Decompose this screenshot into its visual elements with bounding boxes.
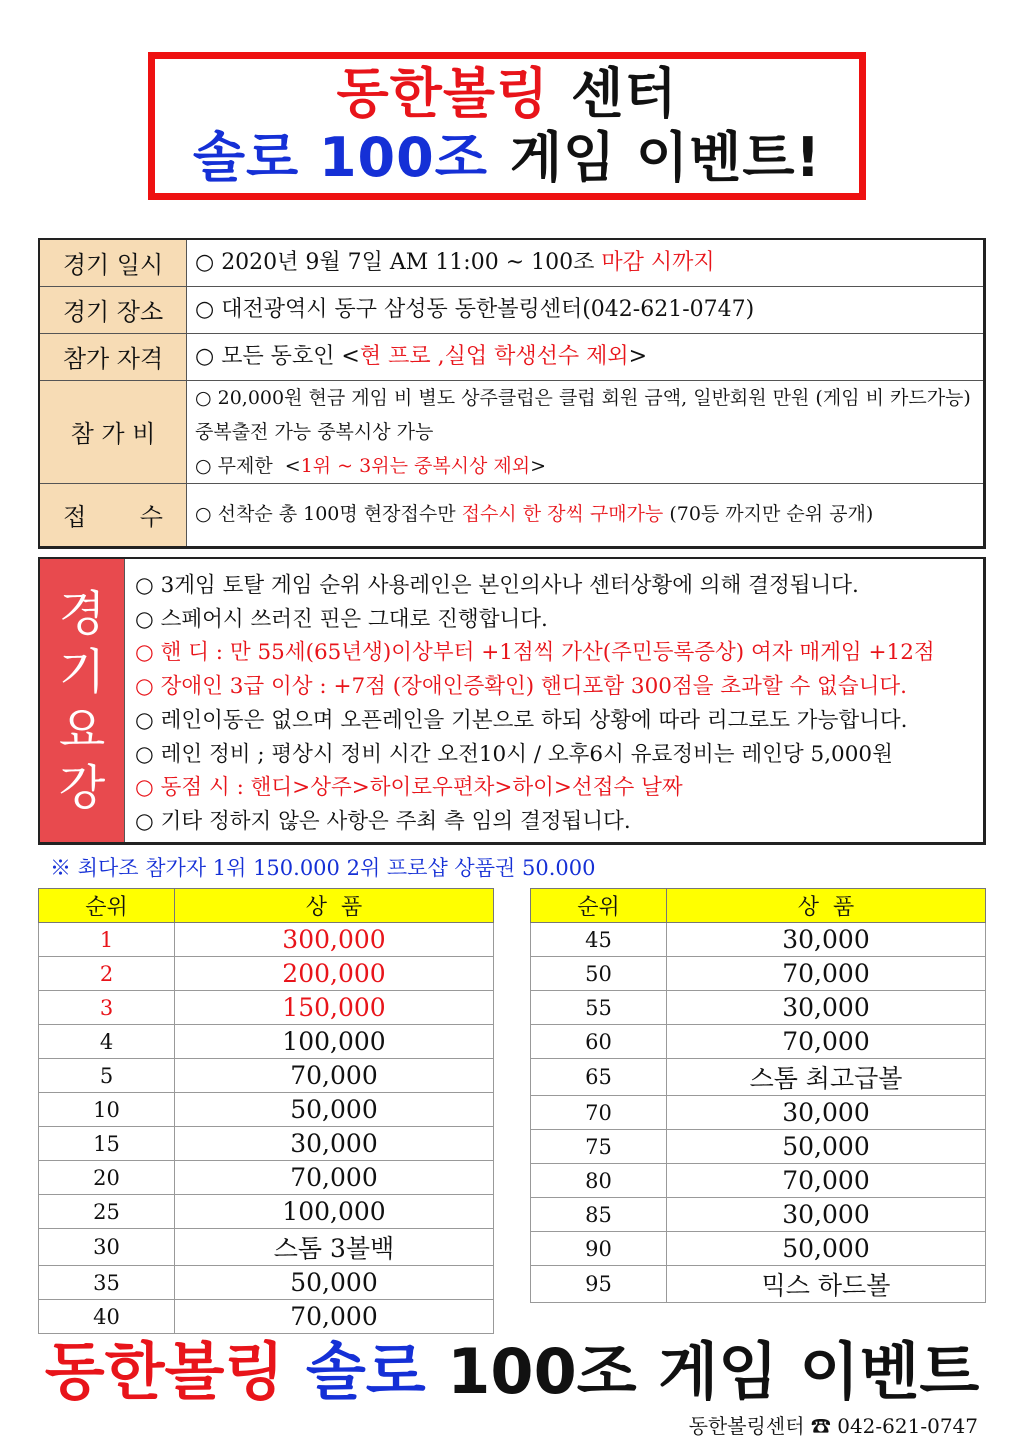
prize-rank: 60: [531, 1025, 667, 1059]
eligibility-suffix: >: [628, 343, 648, 369]
rank-header: 순위: [531, 889, 667, 923]
fee-line-1: ○ 20,000원 현금 게임 비 별도 상주클럽은 클럽 회원 금액, 일반회원 만원 (게임 비 카드가능)중복출전 가능 중복시상 가능: [195, 386, 971, 443]
prize-value: 70,000: [667, 1164, 986, 1198]
prize-rank: 2: [39, 957, 175, 991]
rank-header: 순위: [39, 889, 175, 923]
rule-item: ○ 3게임 토탈 게임 순위 사용레인은 본인의사나 센터상황에 의해 결정됩니다.: [135, 573, 859, 598]
prize-rank: 50: [531, 957, 667, 991]
rule-item: ○ 핸 디 : 만 55세(65년생)이상부터 +1점씩 가산(주민등록증상) 여자 매게임 +12점: [135, 640, 935, 666]
prize-rank: 1: [39, 923, 175, 957]
prize-rank: 25: [39, 1195, 175, 1229]
prize-value: 30,000: [175, 1127, 494, 1161]
prize-row: [531, 1198, 986, 1232]
prize-value: 50,000: [667, 1232, 986, 1266]
prize-table-left: [38, 888, 494, 1334]
prize-row: [531, 1025, 986, 1059]
prize-row: [39, 1300, 494, 1334]
prize-value: 스톰 최고급볼: [667, 1059, 986, 1096]
prize-header: 상 품: [175, 889, 494, 923]
registration-purchase: 접수시 한 장씩 구매가능: [461, 503, 664, 525]
prize-value: 70,000: [175, 1059, 494, 1093]
rules-side-char: 경: [58, 585, 106, 642]
bottom-title-brand: 동한볼링: [44, 1335, 285, 1408]
prize-right-body: [531, 923, 986, 1303]
info-label-place: 경기 장소: [39, 286, 187, 333]
prize-row: [39, 923, 494, 957]
prize-value: 100,000: [175, 1195, 494, 1229]
prize-value: 30,000: [667, 923, 986, 957]
prize-rank: 35: [39, 1266, 175, 1300]
info-value-fee: [187, 380, 985, 483]
info-label-registration: 접 수: [39, 483, 187, 547]
bottom-title: [0, 1335, 1024, 1409]
fee-unlimited: ○ 무제한 <: [195, 454, 301, 477]
prize-row: [531, 991, 986, 1025]
prize-row: [531, 1164, 986, 1198]
prize-row: [39, 1093, 494, 1127]
prize-value: 50,000: [667, 1130, 986, 1164]
rule-item: ○ 장애인 3급 이상 : +7점 (장애인증확인) 핸디포함 300점을 초과할 수 없습니다.: [135, 674, 907, 700]
prize-rank: 95: [531, 1266, 667, 1303]
registration-suffix: (70등 까지만 순위 공개): [669, 503, 874, 525]
prize-header-row: [39, 889, 494, 923]
prize-rank: 40: [39, 1300, 175, 1334]
info-label-date: 경기 일시: [39, 239, 187, 286]
prize-value: 70,000: [667, 1025, 986, 1059]
date-text: ○ 2020년 9월 7일 AM 11:00 ~ 100조: [195, 249, 595, 275]
prize-rank: 80: [531, 1164, 667, 1198]
prize-row: [531, 1130, 986, 1164]
eligibility-text: ○ 모든 동호인 <: [195, 343, 360, 369]
rule-item: ○ 기타 정하지 않은 사항은 주최 측 임의 결정됩니다.: [135, 808, 631, 834]
prize-row: [531, 1266, 986, 1303]
prize-rank: 55: [531, 991, 667, 1025]
bottom-title-solo: 솔로: [305, 1335, 426, 1408]
prize-value: 30,000: [667, 991, 986, 1025]
prize-rank: 10: [39, 1093, 175, 1127]
prize-header-row: [531, 889, 986, 923]
footer: [689, 1410, 978, 1439]
rules-side-char: 강: [58, 759, 106, 816]
prize-row: [531, 1059, 986, 1096]
eligibility-exclusion: 현 프로 ,실업 학생선수 제외: [359, 343, 629, 369]
prize-value: 30,000: [667, 1198, 986, 1232]
footer-phone: 042-621-0747: [837, 1414, 978, 1438]
info-value-registration: [187, 483, 985, 547]
prize-table-right: [530, 888, 986, 1303]
prize-value: 50,000: [175, 1093, 494, 1127]
fee-line-2: [195, 449, 975, 483]
rules-list: [125, 559, 983, 842]
title-event: 게임 이벤트!: [509, 126, 822, 189]
info-value-place: [187, 286, 985, 333]
prize-value: 30,000: [667, 1096, 986, 1130]
prize-value: 70,000: [175, 1161, 494, 1195]
rule-item: ○ 레인이동은 없으며 오픈레인을 기본으로 하되 상황에 따라 리그로도 가능합니다.: [135, 707, 908, 733]
prize-rank: 4: [39, 1025, 175, 1059]
info-value-eligibility: [187, 333, 985, 380]
prize-rank: 45: [531, 923, 667, 957]
prize-row: [39, 1059, 494, 1093]
rules-box: [38, 557, 986, 845]
prize-rank: 70: [531, 1096, 667, 1130]
rules-side-label: [40, 559, 125, 842]
registration-text: ○ 선착순 총 100명 현장접수만: [195, 503, 456, 525]
prize-rank: 75: [531, 1130, 667, 1164]
prize-value: 300,000: [175, 923, 494, 957]
prize-header: 상 품: [667, 889, 986, 923]
prize-rank: 3: [39, 991, 175, 1025]
title-box: [148, 52, 866, 200]
info-table: [38, 238, 986, 549]
fee-exclusion: 1위 ~ 3위는 중복시상 제외: [300, 454, 531, 477]
prize-row: [39, 991, 494, 1025]
rule-item: ○ 레인 정비 ; 평상시 정비 시간 오전10시 / 오후6시 유료정비는 레인당 5,000원: [135, 741, 893, 767]
prize-rank: 85: [531, 1198, 667, 1232]
prize-row: [39, 1229, 494, 1266]
prize-value: 믹스 하드볼: [667, 1266, 986, 1303]
title-center: 센터: [571, 62, 678, 125]
prize-row: [531, 923, 986, 957]
title-brand: 동한볼링: [336, 62, 550, 125]
bottom-title-event: 100조 게임 이벤트: [447, 1335, 980, 1408]
prize-row: [531, 1232, 986, 1266]
prize-row: [531, 957, 986, 991]
prize-row: [39, 1127, 494, 1161]
fee-suffix: >: [530, 454, 547, 477]
prize-note: ※ 최다조 참가자 1위 150.000 2위 프로샵 상품권 50.000: [50, 856, 596, 880]
prize-row: [39, 1195, 494, 1229]
place-text: ○ 대전광역시 동구 삼성동 동한볼링센터(042-621-0747): [195, 296, 755, 322]
info-row-place: [39, 286, 985, 333]
info-row-eligibility: [39, 333, 985, 380]
prize-rank: 15: [39, 1127, 175, 1161]
prize-row: [39, 1266, 494, 1300]
prize-rank: 5: [39, 1059, 175, 1093]
info-label-eligibility: 참가 자격: [39, 333, 187, 380]
title-line-2: [193, 126, 821, 190]
info-value-date: [187, 239, 985, 286]
date-deadline: 마감 시까지: [601, 249, 715, 275]
title-line-1: [337, 62, 678, 126]
prize-rank: 30: [39, 1229, 175, 1266]
prize-value: 스톰 3볼백: [175, 1229, 494, 1266]
prize-left-body: [39, 923, 494, 1334]
prize-rank: 90: [531, 1232, 667, 1266]
prize-rank: 65: [531, 1059, 667, 1096]
rules-side-char: 요: [58, 701, 106, 758]
prize-row: [39, 1161, 494, 1195]
info-row-fee: [39, 380, 985, 483]
prize-row: [39, 957, 494, 991]
rules-side-char: 기: [58, 643, 106, 700]
prize-value: 200,000: [175, 957, 494, 991]
rule-item: ○ 동점 시 : 핸디>상주>하이로우편차>하이>선접수 날짜: [135, 775, 683, 801]
prize-value: 70,000: [667, 957, 986, 991]
info-row-date: [39, 239, 985, 286]
rule-item: ○ 스페어시 쓰러진 핀은 그대로 진행합니다.: [135, 606, 548, 632]
prize-row: [39, 1025, 494, 1059]
prize-value: 150,000: [175, 991, 494, 1025]
prize-value: 50,000: [175, 1266, 494, 1300]
footer-center-name: 동한볼링센터: [688, 1414, 805, 1438]
prize-value: 70,000: [175, 1300, 494, 1334]
info-label-fee: 참 가 비: [39, 380, 187, 483]
prize-rank: 20: [39, 1161, 175, 1195]
phone-icon: ☎: [810, 1414, 831, 1438]
prize-value: 100,000: [175, 1025, 494, 1059]
prize-row: [531, 1096, 986, 1130]
title-solo: 솔로 100조: [192, 126, 488, 189]
info-row-registration: [39, 483, 985, 547]
